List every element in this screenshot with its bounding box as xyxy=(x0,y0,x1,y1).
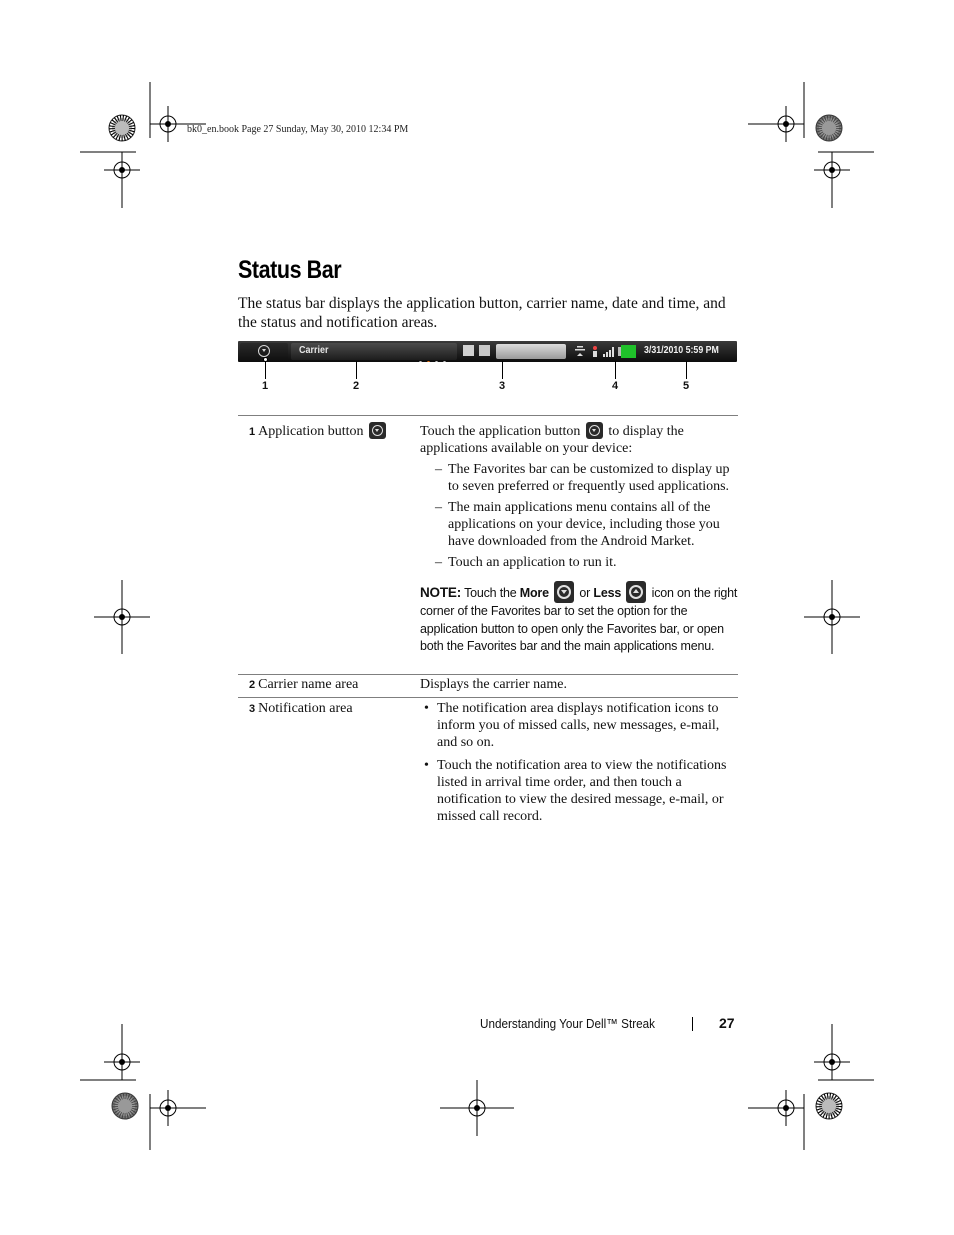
list-item: • Touch the notification area to view the notifications listed in arrival time order, and then touch a notification to view the desired message, e-mail, or missed call record. xyxy=(424,758,727,824)
callout-3: 3 xyxy=(499,380,506,392)
table-row-label xyxy=(249,700,353,718)
list-item: – The Favorites bar can be customized to display up to seven preferred or frequently used applications. xyxy=(435,462,730,494)
description-text: Touch the application button xyxy=(420,424,581,439)
application-button-icon xyxy=(369,422,386,439)
carrier-name: Carrier xyxy=(299,345,329,356)
table-row-label xyxy=(249,422,388,441)
application-button-icon xyxy=(586,422,603,439)
usb-icon xyxy=(479,345,490,356)
table-rule xyxy=(238,674,738,675)
callout-line xyxy=(686,361,687,379)
list-item: – Touch an application to run it. xyxy=(435,555,617,570)
list-item: – The main applications menu contains all of the applications on your device, including those you have downloaded from the Android Market. xyxy=(435,500,720,549)
wifi-icon xyxy=(577,353,583,356)
book-slug-line: bk0_en.book Page 27 Sunday, May 30, 2010 12:34 PM xyxy=(187,124,409,135)
status-bar-illustration xyxy=(238,341,737,362)
row-number: 2 xyxy=(249,679,256,691)
footer-chapter-title: Understanding Your Dell™ Streak xyxy=(480,1016,655,1031)
date-time: 3/31/2010 5:59 PM xyxy=(644,345,719,356)
table-rule xyxy=(238,697,738,698)
table-rule xyxy=(238,415,738,416)
row-number: 3 xyxy=(249,703,256,715)
bullet-list xyxy=(420,700,736,825)
note-text: Touch the xyxy=(464,586,517,600)
row-label: Application button xyxy=(258,424,364,439)
callout-line xyxy=(502,361,503,379)
bluetooth-icon xyxy=(593,351,597,357)
row-label: Carrier name area xyxy=(258,677,359,692)
table-row-description: Displays the carrier name. xyxy=(420,677,567,692)
note-text: or xyxy=(579,586,591,600)
footer-divider xyxy=(692,1017,693,1031)
callout-4: 4 xyxy=(612,380,619,392)
table-row-description xyxy=(420,700,736,831)
note-label: NOTE: xyxy=(420,585,461,600)
more-icon xyxy=(554,581,574,603)
intro-paragraph: The status bar displays the application button, carrier name, date and time, and the status and notification areas. xyxy=(238,295,726,331)
status-area xyxy=(571,343,637,360)
callout-dot xyxy=(263,357,268,362)
row-label: Notification area xyxy=(258,701,353,716)
less-label: Less xyxy=(593,586,622,600)
callout-2: 2 xyxy=(353,380,360,392)
page-number: 27 xyxy=(719,1015,735,1031)
battery-icon xyxy=(621,345,636,358)
description-text: to display the applications available on your device: xyxy=(420,424,684,456)
notification-area xyxy=(496,344,566,359)
note-box xyxy=(420,581,740,656)
page-dots-icon xyxy=(419,351,451,362)
callout-line xyxy=(615,361,616,379)
less-icon xyxy=(626,581,646,603)
carrier-name-area xyxy=(291,343,457,360)
more-label: More xyxy=(519,586,549,600)
signal-strength-icon xyxy=(603,347,614,357)
dash-list xyxy=(420,461,736,571)
table-row-description xyxy=(420,422,736,575)
notification-icons xyxy=(460,343,494,360)
row-number: 1 xyxy=(249,426,256,438)
callout-5: 5 xyxy=(683,380,690,392)
callout-line xyxy=(265,359,266,379)
callout-line xyxy=(356,361,357,379)
callout-1: 1 xyxy=(262,380,269,392)
missed-call-icon xyxy=(463,345,474,356)
page-title: Status Bar xyxy=(238,256,342,284)
table-row-label xyxy=(249,676,358,694)
note-text: icon on the right corner of the Favorites bar to set the option for the application button to open only the Favorites bar, or open both the Favorites bar and the main applications menu. xyxy=(420,586,738,653)
application-button-icon xyxy=(258,345,270,357)
list-item: • The notification area displays notification icons to inform you of missed calls, new messages, e-mail, and so on. xyxy=(424,701,720,750)
